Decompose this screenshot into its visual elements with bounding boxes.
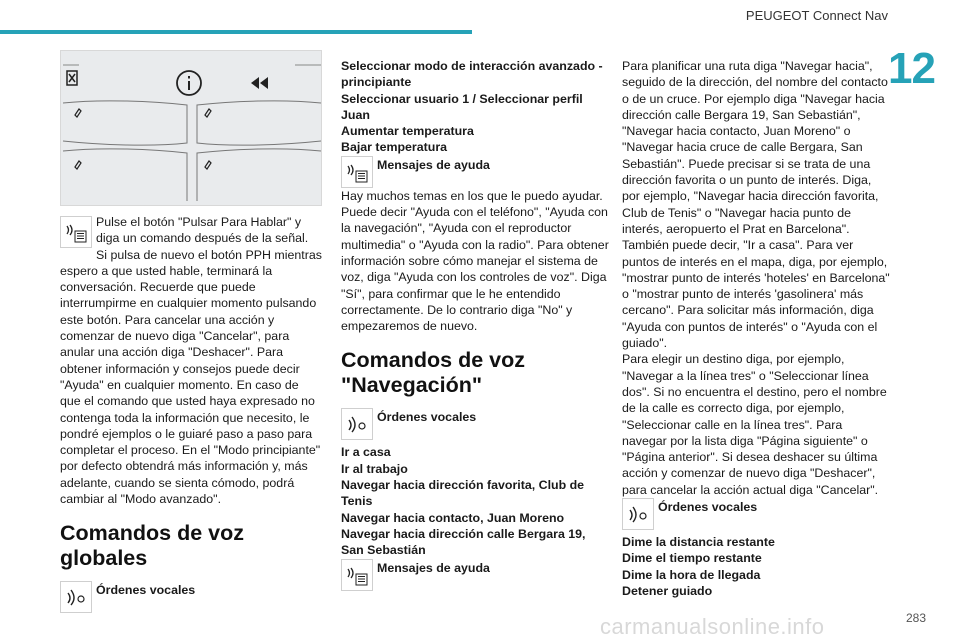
voice-command-icon [622,498,654,530]
page-number: 283 [906,611,927,625]
column-1 [60,50,322,613]
navigation-help-text: Para planificar una ruta diga "Navegar hacia", seguido de la dirección, del nombre del contacto o de un cruce. Por ejemplo diga "Navegar hacia dirección calle Bergara 19, San Sebastián", "Navegar hacia contacto, Juan Moreno" o "Navegar hacia cruce de calle Bergara, San Sebastián". Puede precisar si se trata de una dirección favorita o un punto de interés. Diga, por ejemplo, "Navegar hacia dirección favorita, Club de Tenis" o "Navegar hacia punto de interés, aeropuerto el Prat en Barcelona". También puede decir, "Ir a casa". Para ver puntos de interés en el mapa, diga, por ejemplo, "mostrar punto de interés 'hoteles' en Barcelona" o "mostrar punto de interés 'gasolinera' más cercano". Para solicitar más información, diga "Ayuda con puntos de interés" o "Ayuda con el guiado". [622,59,890,351]
help-messages-label: Mensajes de ayuda [377,157,490,172]
command-line: Ir a casa [341,445,391,460]
command-line: Seleccionar modo de interacción avanzado - principiante [341,59,603,90]
voice-orders-label: Órdenes vocales [658,500,758,515]
command-line: Ir al trabajo [341,461,408,476]
help-text: Hay muchos temas en los que le puedo ayudar. Puede decir "Ayuda con el teléfono", "Ayuda con la navegación", "Ayuda con el reproductor multimedia" o "Ayuda con la radio". Para obtener información sobre cómo manejar el sistema de voz, diga "Ayuda con los controles de voz". Diga "Sí", para confirmar que le he entendido correctamente. De lo contrario diga "No" y empezaremos de nuevo. [341,188,609,334]
help-messages-label: Mensajes de ayuda [377,560,490,575]
command-line: Dime el tiempo restante [622,551,762,566]
command-line: Navegar hacia contacto, Juan Moreno [341,510,565,525]
steering-controls-illustration [60,50,322,206]
command-line: Navegar hacia dirección favorita, Club de Tenis [341,478,585,509]
push-to-talk-text: Pulse el botón "Pulsar Para Hablar" y diga un comando después de la señal. Si pulsa de nuevo el botón PPH mientras espero a que usted hable, terminará la conversación. Recuerde que puede interrumpirme en cualquier momento pulsando este botón. Para cancelar una acción y comenzar de nuevo diga "Cancelar", para anular una acción diga "Deshacer". Para obtener información y consejos puede decir "Ayuda" en cualquier momento. En caso de que el comando que usted haya expresado no contenga toda la información que necesito, le pondré ejemplos o le guiaré paso a paso para completar el proceso. En el "Modo principiante" por defecto obtendrá más información y, más adelante, cuando se sienta cómodo, podrá cambiar al "Modo avanzado". [60,215,322,507]
command-line: Aumentar temperatura [341,124,474,139]
help-messages-row [341,156,609,188]
chapter-number: 12 [888,44,935,93]
navigation-commands-heading: Comandos de voz "Navegación" [341,348,525,398]
voice-help-icon [341,559,373,591]
voice-command-icon [60,581,92,613]
voice-orders-label: Órdenes vocales [377,410,477,425]
destination-help-text: Para elegir un destino diga, por ejemplo, "Navegar a la línea tres" o "Seleccionar línea dos". Si no encuentra el destino, pero el nombre de la calle es correcto diga, por ejemplo, "Seleccionar calle en la línea tres". Para navegar por la lista diga "Página siguiente" o "Página anterior". Si desea deshacer su última acción y comenzar de nuevo diga "Deshacer", para cancelar la acción actual diga "Cancelar". [622,352,887,497]
voice-help-icon [60,216,92,248]
voice-orders-row [60,581,322,613]
voice-orders-row [341,408,609,440]
steering-controls-drawing [61,51,323,207]
voice-command-icon [341,408,373,440]
voice-help-icon [341,156,373,188]
command-line: Bajar temperatura [341,140,448,155]
command-line: Detener guiado [622,583,713,598]
command-line: Dime la distancia restante [622,535,775,550]
header-title: PEUGEOT Connect Nav [745,8,888,23]
help-messages-row [341,559,609,591]
column-2 [341,58,609,591]
voice-orders-label: Órdenes vocales [96,583,196,598]
global-commands-heading: Comandos de voz globales [60,521,244,571]
command-line: Dime la hora de llegada [622,567,761,582]
voice-orders-row [622,498,890,530]
column-3 [622,58,890,599]
command-line: Seleccionar usuario 1 / Seleccionar perfil Juan [341,91,583,122]
header-accent-bar [0,30,472,34]
watermark: carmanualsonline.info [600,614,825,639]
command-line: Navegar hacia dirección calle Bergara 19, San Sebastián [341,526,586,558]
